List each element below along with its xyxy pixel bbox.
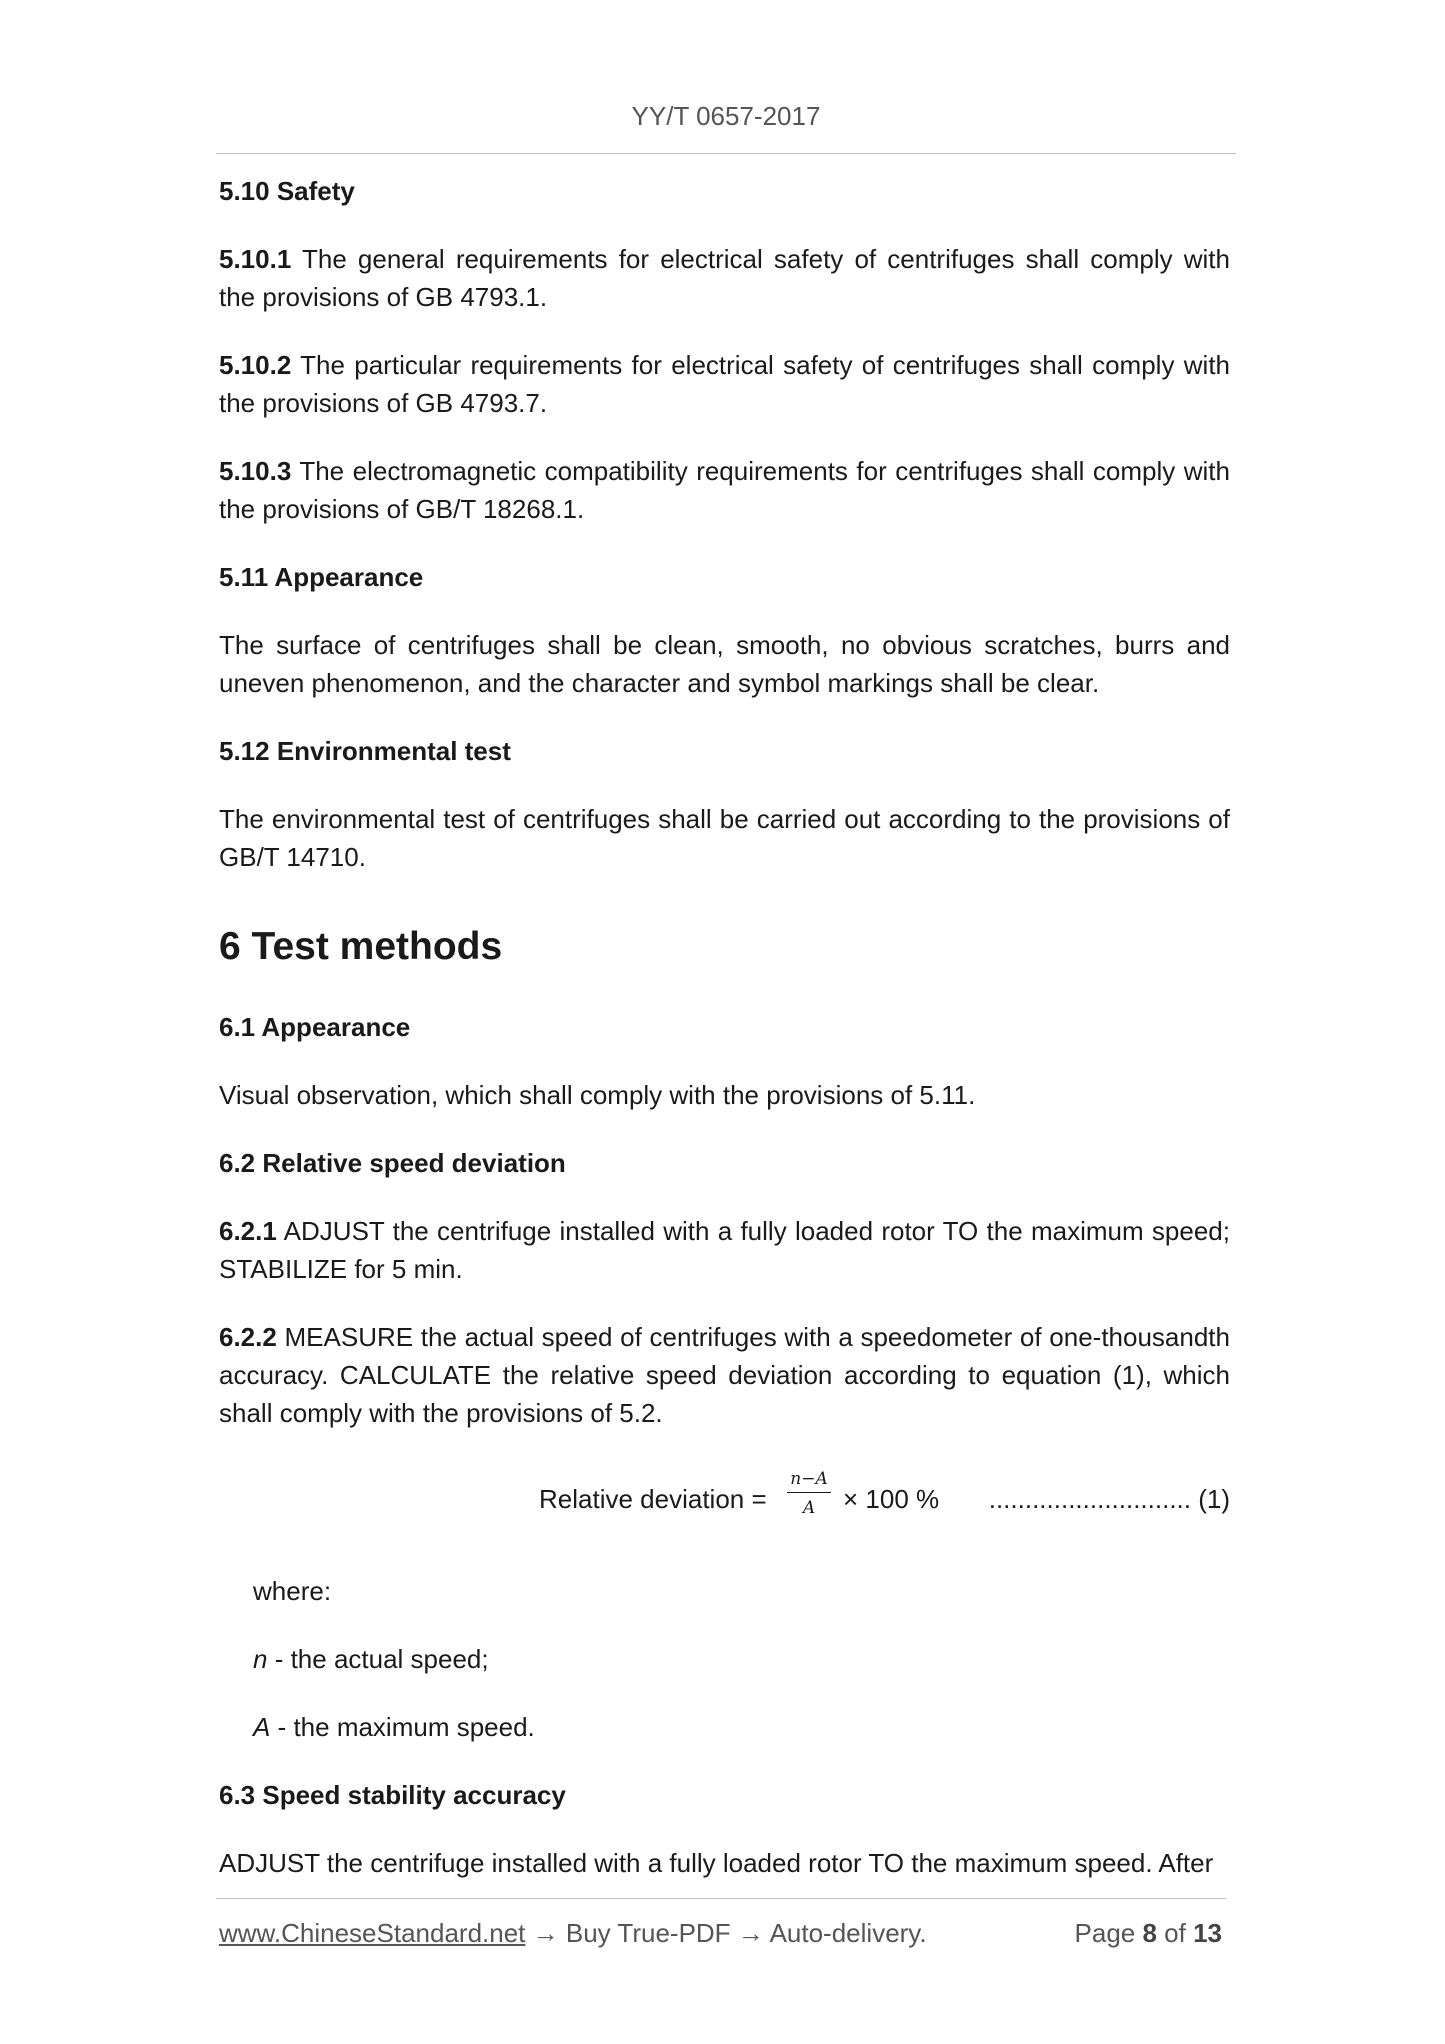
section-5-12-heading: 5.12 Environmental test [219, 736, 511, 766]
variable-symbol: A [253, 1712, 271, 1742]
fraction-denominator: A [802, 1498, 816, 1518]
equation-number: ............................ (1) [988, 1484, 1230, 1514]
page-of: of [1156, 1918, 1194, 1948]
section-5-11-text: The surface of centrifuges shall be clean, smooth, no obvious scratches, burrs and uneven phenomenon, and the character and symbol markings shall be clear. [219, 630, 1230, 698]
clause-5-10-3 [219, 452, 1230, 528]
page-indicator [1075, 1918, 1222, 1949]
clause-5-10-2 [219, 346, 1230, 422]
page-prefix: Page [1074, 1918, 1143, 1948]
clause-5-10-1 [219, 240, 1230, 316]
clause-6-2-1 [219, 1212, 1230, 1288]
clause-number: 6.2.2 [219, 1322, 277, 1352]
header-divider [216, 153, 1236, 154]
chapter-6-heading: 6 Test methods [219, 925, 503, 968]
section-5-11-heading: 5.11 Appearance [219, 562, 424, 592]
fraction-numerator: n−A [787, 1468, 831, 1493]
section-6-2-heading: 6.2 Relative speed deviation [219, 1148, 566, 1178]
document-id-header: YY/T 0657-2017 [631, 101, 821, 131]
footer-divider [216, 1898, 1226, 1899]
variable-definition-n [219, 1640, 1230, 1678]
variable-description: - the actual speed; [267, 1644, 489, 1674]
clause-text: The particular requirements for electrical safety of centrifuges shall comply with the provisions of GB 4793.7. [219, 350, 1230, 418]
clause-6-2-2 [219, 1318, 1230, 1432]
clause-text: ADJUST the centrifuge installed with a fully loaded rotor TO the maximum speed; STABILIZE for 5 min. [219, 1216, 1230, 1284]
clause-text: MEASURE the actual speed of centrifuges with a speedometer of one-thousandth accuracy. CALCULATE the relative speed deviation according to equation (1), which shall comply with the provisions of 5.2. [219, 1322, 1230, 1428]
section-6-1-text: Visual observation, which shall comply with the provisions of 5.11. [219, 1080, 976, 1110]
section-6-1-heading: 6.1 Appearance [219, 1012, 411, 1042]
section-6-3-text: ADJUST the centrifuge installed with a fully loaded rotor TO the maximum speed. After [219, 1848, 1214, 1878]
variable-symbol: n [253, 1644, 268, 1674]
page-footer [219, 1918, 1222, 1949]
clause-number: 6.2.1 [219, 1216, 277, 1246]
equation-fraction [787, 1468, 831, 1519]
equation-multiplier: × 100 % [843, 1484, 940, 1514]
clause-text: The electromagnetic compatibility requirements for centrifuges shall comply with the provisions of GB/T 18268.1. [219, 456, 1230, 524]
variable-description: - the maximum speed. [270, 1712, 535, 1742]
clause-number: 5.10.1 [219, 244, 292, 274]
promo-text: → Buy True-PDF → Auto-delivery. [525, 1918, 927, 1948]
equation-label: Relative deviation = [539, 1484, 767, 1514]
website-link[interactable]: www.ChineseStandard.net [219, 1918, 526, 1948]
where-intro: where: [253, 1576, 332, 1606]
page-content [219, 172, 1230, 1882]
clause-text: The general requirements for electrical safety of centrifuges shall comply with the provisions of GB 4793.1. [219, 244, 1230, 312]
equation-1 [219, 1466, 1230, 1536]
variable-definition-a [219, 1708, 1230, 1746]
total-pages: 13 [1193, 1918, 1222, 1948]
section-5-10-heading: 5.10 Safety [219, 176, 355, 206]
clause-number: 5.10.3 [219, 456, 292, 486]
section-5-12-text: The environmental test of centrifuges shall be carried out according to the provisions of GB/T 14710. [219, 804, 1230, 872]
clause-number: 5.10.2 [219, 350, 292, 380]
current-page: 8 [1142, 1918, 1157, 1948]
section-6-3-heading: 6.3 Speed stability accuracy [219, 1780, 566, 1810]
